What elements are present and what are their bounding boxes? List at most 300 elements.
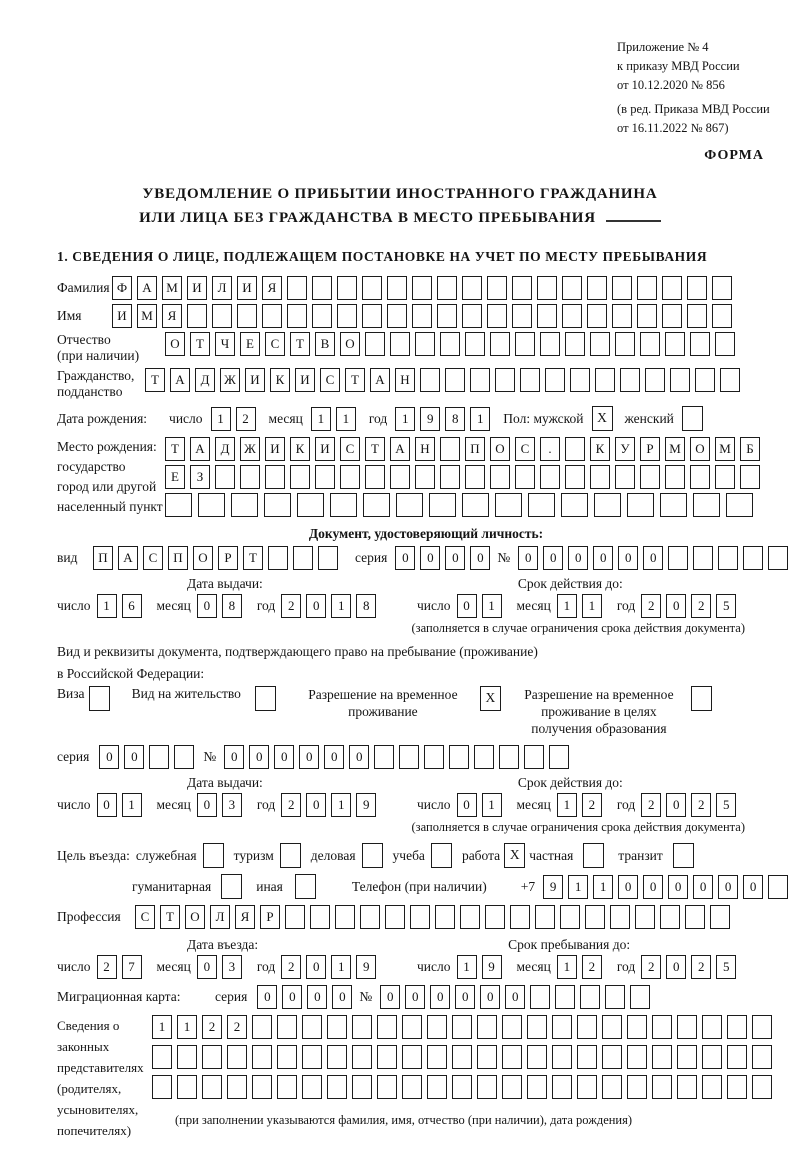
char-cell[interactable] [165,493,192,517]
char-cell[interactable]: С [143,546,163,570]
char-cell[interactable] [365,332,385,356]
char-cell[interactable]: 1 [568,875,588,899]
char-cell[interactable]: П [93,546,113,570]
char-cell[interactable]: 0 [568,546,588,570]
char-cell[interactable] [287,304,307,328]
char-cell[interactable] [277,1015,297,1039]
char-cell[interactable]: К [290,437,310,461]
char-cell[interactable] [610,905,630,929]
char-cell[interactable]: 2 [582,955,602,979]
char-cell[interactable]: Л [212,276,232,300]
char-cell[interactable] [660,493,687,517]
char-cell[interactable]: Р [260,905,280,929]
char-cell[interactable] [612,276,632,300]
char-cell[interactable]: 0 [97,793,117,817]
char-cell[interactable] [310,905,330,929]
char-cell[interactable] [152,1045,172,1069]
char-cell[interactable] [587,276,607,300]
char-cell[interactable] [690,332,710,356]
char-cell[interactable] [702,1045,722,1069]
char-cell[interactable] [587,304,607,328]
char-cell[interactable] [627,1015,647,1039]
char-cell[interactable]: 0 [249,745,269,769]
char-cell[interactable]: 0 [457,793,477,817]
char-cell[interactable] [377,1075,397,1099]
char-cell[interactable] [415,465,435,489]
char-cell[interactable]: Н [395,368,415,392]
char-cell[interactable] [424,745,444,769]
char-cell[interactable] [490,332,510,356]
char-cell[interactable] [462,304,482,328]
char-cell[interactable]: 2 [641,594,661,618]
char-cell[interactable] [590,465,610,489]
char-cell[interactable]: 6 [122,594,142,618]
char-cell[interactable]: 9 [420,407,440,431]
char-cell[interactable] [449,745,469,769]
char-cell[interactable] [399,745,419,769]
visa-checkbox[interactable] [89,686,110,711]
char-cell[interactable] [720,368,740,392]
char-cell[interactable] [612,304,632,328]
char-cell[interactable] [577,1015,597,1039]
char-cell[interactable] [487,304,507,328]
char-cell[interactable] [727,1075,747,1099]
char-cell[interactable] [502,1015,522,1039]
char-cell[interactable]: О [690,437,710,461]
char-cell[interactable]: И [315,437,335,461]
char-cell[interactable]: 0 [666,793,686,817]
char-cell[interactable] [337,304,357,328]
char-cell[interactable] [590,332,610,356]
char-cell[interactable] [262,304,282,328]
char-cell[interactable] [662,276,682,300]
char-cell[interactable] [390,465,410,489]
char-cell[interactable] [437,276,457,300]
char-cell[interactable]: 0 [618,875,638,899]
char-cell[interactable]: С [265,332,285,356]
char-cell[interactable]: А [118,546,138,570]
char-cell[interactable] [440,437,460,461]
char-cell[interactable] [477,1015,497,1039]
char-cell[interactable]: 0 [666,594,686,618]
char-cell[interactable]: 1 [97,594,117,618]
char-cell[interactable]: 1 [177,1015,197,1039]
char-cell[interactable]: 0 [282,985,302,1009]
char-cell[interactable] [474,745,494,769]
char-cell[interactable] [429,493,456,517]
char-cell[interactable]: 0 [395,546,415,570]
char-cell[interactable] [527,1075,547,1099]
char-cell[interactable] [640,465,660,489]
char-cell[interactable]: В [315,332,335,356]
char-cell[interactable]: Е [240,332,260,356]
purpose-study-checkbox[interactable] [431,843,452,868]
char-cell[interactable] [768,546,788,570]
char-cell[interactable] [277,1045,297,1069]
char-cell[interactable]: С [515,437,535,461]
char-cell[interactable] [290,465,310,489]
char-cell[interactable] [487,276,507,300]
char-cell[interactable] [268,546,288,570]
char-cell[interactable]: И [237,276,257,300]
char-cell[interactable]: 0 [693,875,713,899]
char-cell[interactable] [412,304,432,328]
char-cell[interactable] [427,1075,447,1099]
char-cell[interactable]: О [185,905,205,929]
char-cell[interactable]: И [187,276,207,300]
char-cell[interactable] [630,985,650,1009]
char-cell[interactable] [363,493,390,517]
char-cell[interactable] [687,276,707,300]
char-cell[interactable] [595,368,615,392]
char-cell[interactable] [652,1045,672,1069]
char-cell[interactable] [677,1045,697,1069]
char-cell[interactable]: 9 [482,955,502,979]
char-cell[interactable] [427,1015,447,1039]
char-cell[interactable]: 0 [99,745,119,769]
char-cell[interactable] [402,1075,422,1099]
char-cell[interactable]: 0 [618,546,638,570]
char-cell[interactable] [287,276,307,300]
char-cell[interactable] [465,465,485,489]
char-cell[interactable] [560,905,580,929]
char-cell[interactable]: 5 [716,793,736,817]
char-cell[interactable] [602,1075,622,1099]
char-cell[interactable] [412,276,432,300]
char-cell[interactable] [265,465,285,489]
char-cell[interactable]: А [190,437,210,461]
char-cell[interactable] [352,1045,372,1069]
char-cell[interactable] [605,985,625,1009]
char-cell[interactable]: 0 [743,875,763,899]
char-cell[interactable]: 0 [420,546,440,570]
char-cell[interactable] [602,1045,622,1069]
char-cell[interactable] [202,1045,222,1069]
char-cell[interactable]: 2 [691,594,711,618]
char-cell[interactable] [740,465,760,489]
char-cell[interactable] [187,304,207,328]
char-cell[interactable] [685,905,705,929]
char-cell[interactable]: Я [162,304,182,328]
char-cell[interactable] [462,276,482,300]
char-cell[interactable]: 1 [593,875,613,899]
char-cell[interactable]: Д [195,368,215,392]
char-cell[interactable]: 0 [197,793,217,817]
char-cell[interactable] [360,905,380,929]
char-cell[interactable] [237,304,257,328]
char-cell[interactable] [727,1045,747,1069]
char-cell[interactable] [668,546,688,570]
char-cell[interactable]: 0 [306,955,326,979]
char-cell[interactable]: 0 [505,985,525,1009]
char-cell[interactable]: 0 [224,745,244,769]
char-cell[interactable]: О [340,332,360,356]
char-cell[interactable] [297,493,324,517]
char-cell[interactable]: А [370,368,390,392]
char-cell[interactable]: 0 [197,594,217,618]
char-cell[interactable]: 0 [455,985,475,1009]
char-cell[interactable] [565,332,585,356]
char-cell[interactable] [302,1045,322,1069]
char-cell[interactable]: 0 [457,594,477,618]
char-cell[interactable] [555,985,575,1009]
char-cell[interactable]: 0 [197,955,217,979]
char-cell[interactable] [445,368,465,392]
char-cell[interactable]: 9 [356,793,376,817]
char-cell[interactable]: О [490,437,510,461]
char-cell[interactable]: 8 [222,594,242,618]
char-cell[interactable]: 5 [716,955,736,979]
char-cell[interactable] [577,1075,597,1099]
char-cell[interactable]: Т [190,332,210,356]
char-cell[interactable]: И [265,437,285,461]
char-cell[interactable]: 0 [470,546,490,570]
char-cell[interactable] [562,276,582,300]
char-cell[interactable]: Т [365,437,385,461]
char-cell[interactable] [693,493,720,517]
char-cell[interactable]: 1 [331,594,351,618]
char-cell[interactable]: 1 [211,407,231,431]
char-cell[interactable] [527,1045,547,1069]
char-cell[interactable] [752,1045,772,1069]
purpose-work-checkbox[interactable]: X [504,843,525,868]
char-cell[interactable] [718,546,738,570]
char-cell[interactable]: Т [165,437,185,461]
char-cell[interactable] [437,304,457,328]
char-cell[interactable] [277,1075,297,1099]
char-cell[interactable] [327,1075,347,1099]
char-cell[interactable] [768,875,788,899]
char-cell[interactable] [693,546,713,570]
char-cell[interactable]: 1 [395,407,415,431]
char-cell[interactable] [202,1075,222,1099]
char-cell[interactable]: Р [218,546,238,570]
char-cell[interactable] [252,1015,272,1039]
char-cell[interactable] [293,546,313,570]
char-cell[interactable] [477,1045,497,1069]
char-cell[interactable] [252,1075,272,1099]
char-cell[interactable] [177,1075,197,1099]
char-cell[interactable] [174,745,194,769]
char-cell[interactable]: Ж [240,437,260,461]
char-cell[interactable] [477,1075,497,1099]
char-cell[interactable] [561,493,588,517]
char-cell[interactable]: 0 [306,594,326,618]
char-cell[interactable] [402,1045,422,1069]
char-cell[interactable] [452,1075,472,1099]
char-cell[interactable]: П [168,546,188,570]
char-cell[interactable] [752,1015,772,1039]
char-cell[interactable]: 2 [691,793,711,817]
char-cell[interactable] [152,1075,172,1099]
char-cell[interactable] [520,368,540,392]
char-cell[interactable]: Р [640,437,660,461]
char-cell[interactable]: 0 [307,985,327,1009]
char-cell[interactable]: 0 [405,985,425,1009]
char-cell[interactable]: О [193,546,213,570]
char-cell[interactable] [726,493,753,517]
char-cell[interactable]: 0 [299,745,319,769]
char-cell[interactable]: К [590,437,610,461]
char-cell[interactable]: 0 [349,745,369,769]
char-cell[interactable] [528,493,555,517]
char-cell[interactable] [499,745,519,769]
char-cell[interactable]: М [715,437,735,461]
char-cell[interactable] [562,304,582,328]
char-cell[interactable]: 0 [543,546,563,570]
char-cell[interactable] [415,332,435,356]
char-cell[interactable] [602,1015,622,1039]
char-cell[interactable]: 1 [557,594,577,618]
char-cell[interactable] [565,437,585,461]
char-cell[interactable]: Л [210,905,230,929]
char-cell[interactable] [435,905,455,929]
char-cell[interactable]: 0 [430,985,450,1009]
char-cell[interactable]: А [390,437,410,461]
char-cell[interactable] [312,276,332,300]
char-cell[interactable] [440,465,460,489]
char-cell[interactable]: 0 [718,875,738,899]
char-cell[interactable] [690,465,710,489]
sex-male-checkbox[interactable]: X [592,406,613,431]
char-cell[interactable]: С [135,905,155,929]
char-cell[interactable] [527,1015,547,1039]
char-cell[interactable] [524,745,544,769]
char-cell[interactable] [315,465,335,489]
char-cell[interactable]: И [245,368,265,392]
purpose-tourism-checkbox[interactable] [280,843,301,868]
char-cell[interactable]: 1 [482,594,502,618]
char-cell[interactable] [330,493,357,517]
char-cell[interactable]: С [320,368,340,392]
char-cell[interactable]: М [137,304,157,328]
char-cell[interactable]: К [270,368,290,392]
char-cell[interactable]: 2 [236,407,256,431]
char-cell[interactable]: П [465,437,485,461]
char-cell[interactable] [565,465,585,489]
char-cell[interactable] [677,1015,697,1039]
char-cell[interactable] [637,276,657,300]
char-cell[interactable] [665,332,685,356]
char-cell[interactable]: 1 [557,955,577,979]
char-cell[interactable] [580,985,600,1009]
temp-residence-checkbox[interactable]: X [480,686,501,711]
char-cell[interactable] [215,465,235,489]
char-cell[interactable] [727,1015,747,1039]
char-cell[interactable]: 3 [222,793,242,817]
char-cell[interactable] [495,493,522,517]
char-cell[interactable]: Ж [220,368,240,392]
char-cell[interactable]: . [540,437,560,461]
char-cell[interactable]: С [340,437,360,461]
char-cell[interactable]: 2 [227,1015,247,1039]
char-cell[interactable] [530,985,550,1009]
char-cell[interactable]: 9 [356,955,376,979]
char-cell[interactable]: У [615,437,635,461]
char-cell[interactable]: 1 [152,1015,172,1039]
char-cell[interactable] [665,465,685,489]
char-cell[interactable] [652,1015,672,1039]
char-cell[interactable]: 1 [582,594,602,618]
char-cell[interactable]: 5 [716,594,736,618]
char-cell[interactable]: 0 [666,955,686,979]
char-cell[interactable] [440,332,460,356]
char-cell[interactable] [385,905,405,929]
char-cell[interactable] [540,332,560,356]
char-cell[interactable] [149,745,169,769]
char-cell[interactable]: Т [145,368,165,392]
char-cell[interactable] [252,1045,272,1069]
char-cell[interactable]: Я [235,905,255,929]
char-cell[interactable]: И [112,304,132,328]
char-cell[interactable]: 1 [122,793,142,817]
char-cell[interactable]: Т [290,332,310,356]
char-cell[interactable]: 8 [356,594,376,618]
char-cell[interactable]: Е [165,465,185,489]
char-cell[interactable] [585,905,605,929]
char-cell[interactable]: Б [740,437,760,461]
char-cell[interactable] [285,905,305,929]
char-cell[interactable] [627,1075,647,1099]
char-cell[interactable]: 1 [311,407,331,431]
char-cell[interactable] [615,465,635,489]
char-cell[interactable]: 2 [641,793,661,817]
char-cell[interactable] [318,546,338,570]
char-cell[interactable] [645,368,665,392]
char-cell[interactable] [660,905,680,929]
char-cell[interactable] [537,276,557,300]
char-cell[interactable] [687,304,707,328]
char-cell[interactable] [470,368,490,392]
char-cell[interactable]: 2 [97,955,117,979]
char-cell[interactable] [495,368,515,392]
char-cell[interactable] [227,1045,247,1069]
char-cell[interactable]: 0 [274,745,294,769]
char-cell[interactable] [337,276,357,300]
char-cell[interactable]: М [162,276,182,300]
char-cell[interactable]: 0 [445,546,465,570]
char-cell[interactable]: 8 [445,407,465,431]
char-cell[interactable] [212,304,232,328]
char-cell[interactable]: 0 [332,985,352,1009]
char-cell[interactable] [620,368,640,392]
char-cell[interactable] [396,493,423,517]
char-cell[interactable] [515,332,535,356]
purpose-humanitarian-checkbox[interactable] [221,874,242,899]
char-cell[interactable] [452,1045,472,1069]
temp-residence-education-checkbox[interactable] [691,686,712,711]
char-cell[interactable]: Д [215,437,235,461]
char-cell[interactable]: 2 [281,793,301,817]
char-cell[interactable]: 2 [691,955,711,979]
char-cell[interactable] [677,1075,697,1099]
char-cell[interactable] [537,304,557,328]
char-cell[interactable]: 7 [122,955,142,979]
char-cell[interactable]: 1 [482,793,502,817]
char-cell[interactable] [362,276,382,300]
char-cell[interactable] [535,905,555,929]
char-cell[interactable] [570,368,590,392]
char-cell[interactable] [702,1015,722,1039]
char-cell[interactable] [662,304,682,328]
char-cell[interactable] [552,1045,572,1069]
char-cell[interactable] [512,276,532,300]
char-cell[interactable] [352,1015,372,1039]
char-cell[interactable] [627,1045,647,1069]
char-cell[interactable] [512,304,532,328]
char-cell[interactable] [460,905,480,929]
char-cell[interactable] [340,465,360,489]
